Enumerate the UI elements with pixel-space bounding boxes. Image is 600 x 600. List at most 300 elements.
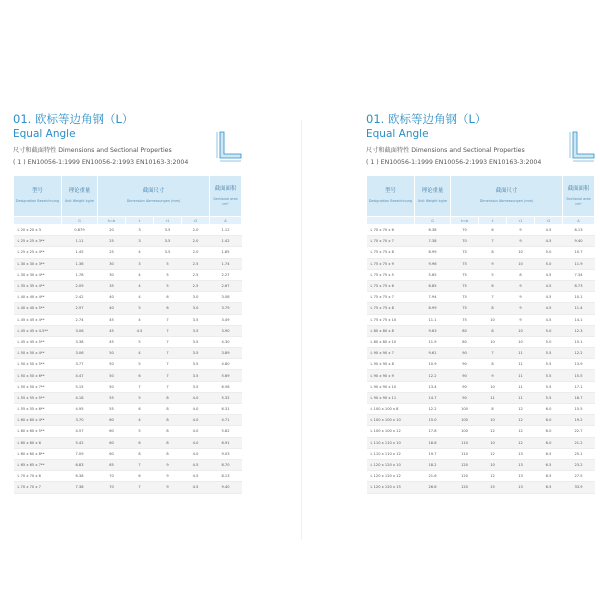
value-cell: 5.5 bbox=[535, 392, 563, 403]
value-cell: 3.0 bbox=[182, 303, 210, 314]
unit-cell bbox=[367, 217, 415, 225]
value-cell: 5 bbox=[126, 392, 154, 403]
value-cell: 6 bbox=[126, 370, 154, 381]
value-cell: 110 bbox=[451, 437, 479, 448]
value-cell: 7 bbox=[154, 348, 182, 359]
table-row bbox=[14, 258, 242, 269]
value-cell: 7.09 bbox=[62, 448, 98, 459]
value-cell: 3.08 bbox=[210, 292, 242, 303]
value-cell: 27.5 bbox=[563, 471, 595, 482]
table-row bbox=[14, 404, 242, 415]
value-cell: 13 bbox=[507, 448, 535, 459]
designation-cell: L 90 x 90 x 9 bbox=[367, 370, 415, 381]
value-cell: 3.5 bbox=[154, 247, 182, 258]
value-cell: 8 bbox=[154, 415, 182, 426]
designation-cell: L 45 x 45 x 4.5** bbox=[14, 325, 62, 336]
value-cell: 6.0 bbox=[535, 437, 563, 448]
value-cell: 90 bbox=[451, 381, 479, 392]
value-cell: 6.38 bbox=[62, 471, 98, 482]
table-row bbox=[14, 381, 242, 392]
value-cell: 8 bbox=[479, 325, 507, 336]
value-cell: 5 bbox=[154, 280, 182, 291]
value-cell: 7 bbox=[154, 359, 182, 370]
value-cell: 9 bbox=[154, 459, 182, 470]
value-cell: 50 bbox=[98, 370, 126, 381]
designation-cell: L 110 x 110 x 12 bbox=[367, 448, 415, 459]
table-row bbox=[14, 303, 242, 314]
value-cell: 75 bbox=[451, 269, 479, 280]
value-cell: 3.5 bbox=[182, 325, 210, 336]
value-cell: 90 bbox=[451, 359, 479, 370]
value-cell: 6.38 bbox=[415, 225, 451, 236]
value-cell: 10 bbox=[479, 459, 507, 470]
value-cell: 75 bbox=[451, 303, 479, 314]
table-row bbox=[367, 247, 595, 258]
value-cell: 70 bbox=[98, 482, 126, 493]
table-row bbox=[14, 336, 242, 347]
unit-cell: r1 bbox=[507, 217, 535, 225]
designation-cell: L 60 x 60 x 4** bbox=[14, 415, 62, 426]
header-area: 截面面积 Sectional area cm² bbox=[210, 176, 242, 217]
value-cell: 2.5 bbox=[182, 269, 210, 280]
value-cell: 5.42 bbox=[62, 437, 98, 448]
value-cell: 3.5 bbox=[182, 336, 210, 347]
value-cell: 4.80 bbox=[210, 359, 242, 370]
value-cell: 25 bbox=[98, 247, 126, 258]
value-cell: 20 bbox=[98, 225, 126, 236]
value-cell: 26.6 bbox=[415, 482, 451, 493]
value-cell: 7.38 bbox=[62, 482, 98, 493]
value-cell: 12 bbox=[507, 404, 535, 415]
value-cell: 10 bbox=[507, 325, 535, 336]
table-row bbox=[367, 359, 595, 370]
value-cell: 8 bbox=[479, 404, 507, 415]
value-cell: 4.0 bbox=[182, 426, 210, 437]
value-cell: 6.56 bbox=[210, 381, 242, 392]
value-cell: 21.6 bbox=[415, 471, 451, 482]
table-row bbox=[14, 280, 242, 291]
table-row bbox=[14, 292, 242, 303]
value-cell: 1.45 bbox=[62, 247, 98, 258]
value-cell: 8 bbox=[479, 359, 507, 370]
value-cell: 12 bbox=[507, 426, 535, 437]
value-cell: 6 bbox=[154, 292, 182, 303]
section-heading: 尺寸和截面特性 Dimensions and Sectional Properties bbox=[13, 147, 172, 154]
value-cell: 10 bbox=[479, 437, 507, 448]
value-cell: 4.0 bbox=[182, 404, 210, 415]
value-cell: 5 bbox=[479, 269, 507, 280]
table-row bbox=[367, 314, 595, 325]
value-cell: 1.36 bbox=[62, 258, 98, 269]
value-cell: 3 bbox=[126, 225, 154, 236]
table-row bbox=[14, 325, 242, 336]
value-cell: 4 bbox=[126, 280, 154, 291]
table-row bbox=[14, 471, 242, 482]
table-row bbox=[367, 404, 595, 415]
table-row bbox=[367, 269, 595, 280]
value-cell: 9 bbox=[479, 258, 507, 269]
value-cell: 9 bbox=[507, 314, 535, 325]
designation-cell: L 75 x 75 x 8 bbox=[367, 303, 415, 314]
value-cell: 100 bbox=[451, 426, 479, 437]
value-cell: 80 bbox=[451, 336, 479, 347]
value-cell: 5.15 bbox=[62, 381, 98, 392]
value-cell: 9 bbox=[507, 225, 535, 236]
value-cell: 4.5 bbox=[182, 471, 210, 482]
designation-cell: L 45 x 45 x 4** bbox=[14, 314, 62, 325]
unit-cell: t bbox=[126, 217, 154, 225]
value-cell: 9.40 bbox=[563, 236, 595, 247]
value-cell: 4.5 bbox=[535, 280, 563, 291]
value-cell: 5 bbox=[154, 269, 182, 280]
value-cell: 8 bbox=[154, 448, 182, 459]
table-row bbox=[367, 280, 595, 291]
value-cell: 110 bbox=[451, 448, 479, 459]
value-cell: 60 bbox=[98, 448, 126, 459]
value-cell: 6 bbox=[479, 280, 507, 291]
value-cell: 6.85 bbox=[415, 280, 451, 291]
value-cell: 4.0 bbox=[182, 392, 210, 403]
designation-cell: L 90 x 90 x 8 bbox=[367, 359, 415, 370]
value-cell: 55 bbox=[98, 404, 126, 415]
value-cell: 8.70 bbox=[210, 459, 242, 470]
designation-cell: L 55 x 55 x 6** bbox=[14, 404, 62, 415]
value-cell: 7 bbox=[479, 348, 507, 359]
value-cell: 8 bbox=[126, 448, 154, 459]
header-area: 截面面积 Sectional area cm² bbox=[563, 176, 595, 217]
value-cell: 8 bbox=[507, 269, 535, 280]
table-row bbox=[367, 292, 595, 303]
value-cell: 5 bbox=[154, 258, 182, 269]
value-cell: 10.7 bbox=[563, 247, 595, 258]
value-cell: 50 bbox=[98, 359, 126, 370]
value-cell: 70 bbox=[98, 471, 126, 482]
value-cell: 3.90 bbox=[210, 325, 242, 336]
value-cell: 3.06 bbox=[62, 325, 98, 336]
value-cell: 10 bbox=[507, 336, 535, 347]
value-cell: 3.5 bbox=[182, 370, 210, 381]
value-cell: 3.5 bbox=[154, 225, 182, 236]
value-cell: 60 bbox=[98, 415, 126, 426]
value-cell: 0.879 bbox=[62, 225, 98, 236]
value-cell: 2.0 bbox=[182, 225, 210, 236]
designation-cell: L 25 x 25 x 3** bbox=[14, 236, 62, 247]
value-cell: 70 bbox=[451, 225, 479, 236]
table-row bbox=[367, 471, 595, 482]
value-cell: 5 bbox=[126, 336, 154, 347]
value-cell: 9 bbox=[507, 303, 535, 314]
value-cell: 8 bbox=[479, 303, 507, 314]
value-cell: 3.5 bbox=[182, 381, 210, 392]
table-row bbox=[14, 459, 242, 470]
value-cell: 8 bbox=[154, 404, 182, 415]
value-cell: 6.0 bbox=[535, 404, 563, 415]
designation-cell: L 75 x 75 x 10 bbox=[367, 314, 415, 325]
page-title: 01. 欧标等边角钢（L） bbox=[13, 112, 134, 126]
value-cell: 12.2 bbox=[563, 348, 595, 359]
value-cell: 13 bbox=[507, 459, 535, 470]
value-cell: 2.0 bbox=[182, 247, 210, 258]
value-cell: 6 bbox=[126, 404, 154, 415]
value-cell: 30 bbox=[98, 269, 126, 280]
value-cell: 4 bbox=[126, 415, 154, 426]
table-row bbox=[14, 348, 242, 359]
value-cell: 7.38 bbox=[415, 236, 451, 247]
value-cell: 4.47 bbox=[62, 370, 98, 381]
value-cell: 8.13 bbox=[563, 225, 595, 236]
table-row bbox=[367, 236, 595, 247]
value-cell: 5.5 bbox=[535, 348, 563, 359]
table-row bbox=[14, 236, 242, 247]
value-cell: 7 bbox=[154, 325, 182, 336]
value-cell: 3.49 bbox=[210, 314, 242, 325]
header-dimensions: 截面尺寸 Dimension Abmessungen (mm) bbox=[451, 176, 563, 217]
value-cell: 14.1 bbox=[563, 314, 595, 325]
value-cell: 8 bbox=[154, 426, 182, 437]
value-cell: 10 bbox=[479, 381, 507, 392]
designation-cell: L 50 x 50 x 5** bbox=[14, 359, 62, 370]
table-row bbox=[14, 269, 242, 280]
equal-angle-profile-icon bbox=[568, 130, 596, 162]
table-row bbox=[14, 359, 242, 370]
value-cell: 100 bbox=[451, 404, 479, 415]
header-designation: 型号 Designation Bezeichnung bbox=[367, 176, 415, 217]
designation-cell: L 120 x 120 x 15 bbox=[367, 482, 415, 493]
value-cell: 2.97 bbox=[62, 303, 98, 314]
value-cell: 80 bbox=[451, 325, 479, 336]
value-cell: 11 bbox=[507, 392, 535, 403]
designation-cell: L 65 x 65 x 7** bbox=[14, 459, 62, 470]
value-cell: 7 bbox=[126, 459, 154, 470]
table-row bbox=[367, 448, 595, 459]
value-cell: 13.9 bbox=[563, 359, 595, 370]
value-cell: 25.1 bbox=[563, 448, 595, 459]
value-cell: 15 bbox=[479, 482, 507, 493]
value-cell: 3.5 bbox=[182, 314, 210, 325]
designation-cell: L 90 x 90 x 10 bbox=[367, 381, 415, 392]
value-cell: 5 bbox=[126, 359, 154, 370]
value-cell: 120 bbox=[451, 471, 479, 482]
designation-cell: L 100 x 100 x 12 bbox=[367, 426, 415, 437]
value-cell: 4 bbox=[126, 269, 154, 280]
value-cell: 1.11 bbox=[62, 236, 98, 247]
value-cell: 11.1 bbox=[415, 314, 451, 325]
value-cell: 75 bbox=[451, 292, 479, 303]
value-cell: 11 bbox=[507, 370, 535, 381]
value-cell: 7.94 bbox=[415, 292, 451, 303]
value-cell: 12 bbox=[479, 426, 507, 437]
value-cell: 6.91 bbox=[210, 437, 242, 448]
unit-cell: A bbox=[563, 217, 595, 225]
value-cell: 90 bbox=[451, 348, 479, 359]
header-dimensions: 截面尺寸 Dimension Abmessungen (mm) bbox=[98, 176, 210, 217]
designation-cell: L 110 x 110 x 10 bbox=[367, 437, 415, 448]
designation-cell: L 90 x 90 x 11 bbox=[367, 392, 415, 403]
value-cell: 7 bbox=[154, 314, 182, 325]
value-cell: 5.0 bbox=[535, 258, 563, 269]
value-cell: 4.0 bbox=[182, 437, 210, 448]
value-cell: 6 bbox=[126, 437, 154, 448]
page-subtitle: Equal Angle bbox=[13, 128, 76, 140]
designation-cell: L 75 x 75 x 8 bbox=[367, 247, 415, 258]
header-weight: 理论重量 Unit Weight kg/m bbox=[62, 176, 98, 217]
value-cell: 90 bbox=[451, 370, 479, 381]
value-cell: 5 bbox=[126, 303, 154, 314]
properties-table bbox=[13, 175, 242, 494]
value-cell: 5.5 bbox=[535, 381, 563, 392]
table-row bbox=[14, 448, 242, 459]
designation-cell: L 75 x 75 x 7 bbox=[367, 292, 415, 303]
value-cell: 4.5 bbox=[182, 459, 210, 470]
value-cell: 4.71 bbox=[210, 415, 242, 426]
value-cell: 5.5 bbox=[535, 370, 563, 381]
unit-cell: G bbox=[415, 217, 451, 225]
value-cell: 9 bbox=[154, 482, 182, 493]
value-cell: 4.18 bbox=[62, 392, 98, 403]
value-cell: 8 bbox=[154, 437, 182, 448]
equal-angle-profile-icon bbox=[215, 130, 243, 162]
value-cell: 4.5 bbox=[535, 292, 563, 303]
unit-cell: r2 bbox=[535, 217, 563, 225]
value-cell: 4 bbox=[126, 314, 154, 325]
value-cell: 45 bbox=[98, 336, 126, 347]
designation-cell: L 30 x 30 x 4** bbox=[14, 269, 62, 280]
designation-cell: L 35 x 35 x 4** bbox=[14, 280, 62, 291]
standards-line: ( 1 ) EN10056-1:1999 EN10056-2:1993 EN10163-3:2004 bbox=[13, 159, 189, 166]
header-designation: 型号 Designation Bezeichnung bbox=[14, 176, 62, 217]
value-cell: 12.2 bbox=[415, 370, 451, 381]
table-row bbox=[367, 426, 595, 437]
designation-cell: L 50 x 50 x 4** bbox=[14, 348, 62, 359]
value-cell: 4.5 bbox=[126, 325, 154, 336]
value-cell: 10.1 bbox=[563, 292, 595, 303]
value-cell: 25 bbox=[98, 236, 126, 247]
value-cell: 3.0 bbox=[182, 292, 210, 303]
value-cell: 9 bbox=[507, 236, 535, 247]
value-cell: 2.42 bbox=[62, 292, 98, 303]
value-cell: 11.9 bbox=[563, 258, 595, 269]
value-cell: 75 bbox=[451, 280, 479, 291]
value-cell: 10.9 bbox=[415, 359, 451, 370]
table-row bbox=[367, 459, 595, 470]
value-cell: 120 bbox=[451, 482, 479, 493]
value-cell: 60 bbox=[98, 426, 126, 437]
value-cell: 4.95 bbox=[62, 404, 98, 415]
value-cell: 5.0 bbox=[535, 336, 563, 347]
table-row bbox=[14, 370, 242, 381]
designation-cell: L 55 x 55 x 5** bbox=[14, 392, 62, 403]
designation-cell: L 60 x 60 x 8** bbox=[14, 448, 62, 459]
value-cell: 19.7 bbox=[415, 448, 451, 459]
value-cell: 7 bbox=[126, 482, 154, 493]
value-cell: 5 bbox=[126, 426, 154, 437]
value-cell: 5.0 bbox=[535, 247, 563, 258]
value-cell: 4.5 bbox=[535, 303, 563, 314]
value-cell: 1.42 bbox=[210, 236, 242, 247]
value-cell: 22.7 bbox=[563, 426, 595, 437]
value-cell: 4.5 bbox=[535, 269, 563, 280]
table-row bbox=[367, 381, 595, 392]
designation-cell: L 40 x 40 x 5** bbox=[14, 303, 62, 314]
designation-cell: L 50 x 50 x 7** bbox=[14, 381, 62, 392]
value-cell: 55 bbox=[98, 392, 126, 403]
value-cell: 6.83 bbox=[62, 459, 98, 470]
value-cell: 7 bbox=[479, 236, 507, 247]
table-row bbox=[14, 392, 242, 403]
value-cell: 8.73 bbox=[563, 280, 595, 291]
value-cell: 35 bbox=[98, 280, 126, 291]
designation-cell: L 60 x 60 x 6 bbox=[14, 437, 62, 448]
value-cell: 40 bbox=[98, 292, 126, 303]
designation-cell: L 100 x 100 x 10 bbox=[367, 415, 415, 426]
table-row bbox=[14, 225, 242, 236]
value-cell: 3 bbox=[126, 236, 154, 247]
designation-cell: L 45 x 45 x 5** bbox=[14, 336, 62, 347]
value-cell: 13.4 bbox=[415, 381, 451, 392]
value-cell: 23.2 bbox=[563, 459, 595, 470]
value-cell: 13 bbox=[507, 471, 535, 482]
value-cell: 12.3 bbox=[563, 325, 595, 336]
value-cell: 11.4 bbox=[563, 303, 595, 314]
value-cell: 12 bbox=[507, 437, 535, 448]
value-cell: 13 bbox=[507, 482, 535, 493]
designation-cell: L 20 x 20 x 3 bbox=[14, 225, 62, 236]
right-page bbox=[366, 112, 594, 494]
value-cell: 9.96 bbox=[415, 258, 451, 269]
table-row bbox=[14, 426, 242, 437]
table-row bbox=[367, 225, 595, 236]
value-cell: 4.57 bbox=[62, 426, 98, 437]
value-cell: 75 bbox=[451, 247, 479, 258]
table-row bbox=[367, 348, 595, 359]
value-cell: 3.89 bbox=[210, 348, 242, 359]
value-cell: 6.31 bbox=[210, 404, 242, 415]
table-row bbox=[367, 303, 595, 314]
value-cell: 15.0 bbox=[415, 415, 451, 426]
page-title: 01. 欧标等边角钢（L） bbox=[366, 112, 487, 126]
value-cell: 9 bbox=[479, 370, 507, 381]
value-cell: 75 bbox=[451, 258, 479, 269]
designation-cell: L 100 x 100 x 8 bbox=[367, 404, 415, 415]
value-cell: 2.74 bbox=[62, 314, 98, 325]
designation-cell: L 75 x 75 x 5 bbox=[367, 269, 415, 280]
value-cell: 7 bbox=[154, 336, 182, 347]
value-cell: 1.78 bbox=[62, 269, 98, 280]
value-cell: 3.5 bbox=[154, 236, 182, 247]
designation-cell: L 50 x 50 x 6** bbox=[14, 370, 62, 381]
value-cell: 2.5 bbox=[182, 258, 210, 269]
value-cell: 2.09 bbox=[62, 280, 98, 291]
unit-cell: h=b bbox=[98, 217, 126, 225]
value-cell: 4 bbox=[126, 292, 154, 303]
table-row bbox=[367, 325, 595, 336]
designation-cell: L 70 x 70 x 6 bbox=[14, 471, 62, 482]
designation-cell: L 75 x 75 x 9 bbox=[367, 258, 415, 269]
value-cell: 1.85 bbox=[210, 247, 242, 258]
value-cell: 15.5 bbox=[563, 370, 595, 381]
value-cell: 3.70 bbox=[62, 415, 98, 426]
designation-cell: L 80 x 80 x 8 bbox=[367, 325, 415, 336]
value-cell: 7 bbox=[154, 370, 182, 381]
unit-cell: r2 bbox=[182, 217, 210, 225]
value-cell: 50 bbox=[98, 381, 126, 392]
table-row bbox=[367, 392, 595, 403]
value-cell: 8.13 bbox=[210, 471, 242, 482]
value-cell: 45 bbox=[98, 314, 126, 325]
value-cell: 17.1 bbox=[563, 381, 595, 392]
value-cell: 10 bbox=[507, 247, 535, 258]
value-cell: 7 bbox=[154, 381, 182, 392]
